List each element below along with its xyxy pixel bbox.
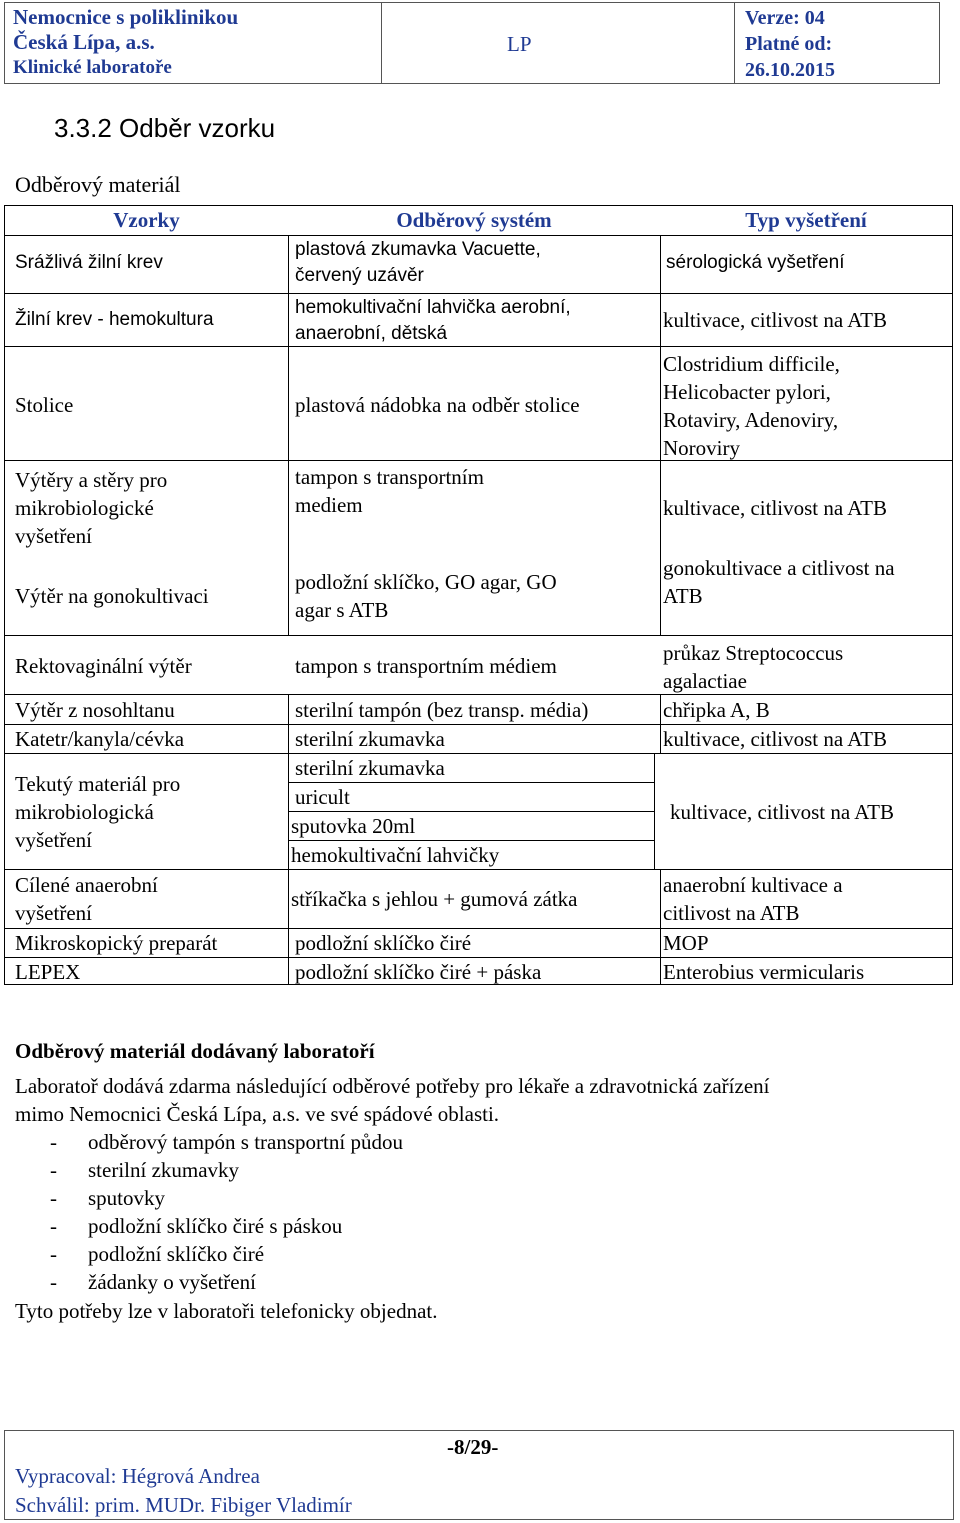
header-divider xyxy=(734,3,735,83)
list-item xyxy=(50,1268,256,1296)
list-bullet: - xyxy=(50,1242,57,1266)
test-cell: anaerobní kultivace a xyxy=(663,873,843,897)
prepared-by: Vypracoval: Hégrová Andrea xyxy=(15,1464,260,1488)
list-item-text: žádanky o vyšetření xyxy=(88,1270,256,1294)
test-cell: kultivace, citlivost na ATB xyxy=(663,308,887,332)
list-bullet: - xyxy=(50,1214,57,1238)
list-item xyxy=(50,1240,264,1268)
system-cell: anaerobní, dětská xyxy=(295,323,448,344)
supplied-intro: Laboratoř dodává zdarma následující odběrové potřeby pro lékaře a zdravotnická zařízení xyxy=(15,1074,770,1098)
test-cell: Enterobius vermicularis xyxy=(663,960,865,984)
list-item xyxy=(50,1156,239,1184)
list-item xyxy=(50,1184,165,1212)
system-cell: uricult xyxy=(295,785,350,809)
org-city: Česká Lípa, a.s. xyxy=(13,30,155,54)
valid-label: Platné od: xyxy=(745,33,833,55)
test-cell: citlivost na ATB xyxy=(663,901,800,925)
list-bullet: - xyxy=(50,1130,57,1154)
sample-cell: vyšetření xyxy=(15,524,92,548)
list-item xyxy=(50,1128,403,1156)
sample-cell: Katetr/kanyla/cévka xyxy=(15,727,185,751)
supplied-closing: Tyto potřeby lze v laboratoři telefonicky objednat. xyxy=(15,1299,438,1323)
list-item xyxy=(50,1212,342,1240)
sample-cell: LEPEX xyxy=(15,960,81,984)
section-title: 3.3.2 Odběr vzorku xyxy=(54,113,276,143)
system-cell: podložní sklíčko čiré + páska xyxy=(295,960,542,984)
test-cell: chřipka A, B xyxy=(663,698,770,722)
sample-cell: Tekutý materiál pro xyxy=(15,772,181,796)
sample-cell: Cílené anaerobní xyxy=(15,873,158,897)
test-cell: Helicobacter pylori, xyxy=(663,380,831,404)
org-name: Nemocnice s poliklinikou xyxy=(13,5,239,29)
list-bullet: - xyxy=(50,1186,57,1210)
valid-date: 26.10.2015 xyxy=(745,59,835,81)
sample-cell: Stolice xyxy=(15,393,74,417)
list-item-text: odběrový tampón s transportní půdou xyxy=(88,1130,403,1154)
header-divider xyxy=(381,3,382,83)
sample-cell: Výtěr na gonokultivaci xyxy=(15,584,209,608)
system-cell: hemokultivační lahvičky xyxy=(291,843,500,867)
sample-cell: Srážlivá žilní krev xyxy=(15,252,163,273)
test-cell: MOP xyxy=(663,931,709,955)
list-bullet: - xyxy=(50,1270,57,1294)
column-header-test: Typ vyšetření xyxy=(745,208,867,232)
sample-cell: mikrobiologická xyxy=(15,800,154,824)
list-bullet: - xyxy=(50,1158,57,1182)
list-item-text: sputovky xyxy=(88,1186,166,1210)
footer-credits xyxy=(15,1462,352,1520)
doc-code: LP xyxy=(507,32,532,56)
system-cell: sputovka 20ml xyxy=(291,814,416,838)
sample-cell: Rektovaginální výtěr xyxy=(15,654,192,678)
test-cell: Clostridium difficile, xyxy=(663,352,840,376)
system-cell: stříkačka s jehlou + gumová zátka xyxy=(291,887,578,911)
test-cell: agalactiae xyxy=(663,669,747,693)
sample-cell: Mikroskopický preparát xyxy=(15,931,218,955)
system-cell: sterilní zkumavka xyxy=(295,756,445,780)
org-department: Klinické laboratoře xyxy=(13,57,172,78)
sample-cell: vyšetření xyxy=(15,901,92,925)
header-version-block xyxy=(745,5,835,83)
system-cell: plastová zkumavka Vacuette, xyxy=(295,239,541,260)
list-item-text: podložní sklíčko čiré xyxy=(88,1242,265,1266)
system-cell: agar s ATB xyxy=(295,598,389,622)
system-cell: mediem xyxy=(295,493,363,517)
sample-table xyxy=(4,205,953,985)
sample-cell: mikrobiologické xyxy=(15,496,154,520)
system-cell: sterilní tampón (bez transp. média) xyxy=(295,698,589,722)
sample-cell: vyšetření xyxy=(15,828,92,852)
page-number: -8/29- xyxy=(447,1435,499,1459)
system-cell: tampon s transportním xyxy=(295,465,484,489)
subsection-title: Odběrový materiál xyxy=(15,172,181,197)
list-item-text: podložní sklíčko čiré s páskou xyxy=(88,1214,343,1238)
sample-cell: Žilní krev - hemokultura xyxy=(15,309,214,330)
test-cell: průkaz Streptococcus xyxy=(663,641,844,665)
test-cell: kultivace, citlivost na ATB xyxy=(670,800,894,824)
system-cell: podložní sklíčko, GO agar, GO xyxy=(295,570,557,594)
system-cell: plastová nádobka na odběr stolice xyxy=(295,393,580,417)
test-cell: ATB xyxy=(663,584,703,608)
test-cell: Rotaviry, Adenoviry, xyxy=(663,408,839,432)
system-cell: tampon s transportním médiem xyxy=(295,654,557,678)
test-cell: kultivace, citlivost na ATB xyxy=(663,496,887,520)
sample-cell: Výtěry a stěry pro xyxy=(15,468,168,492)
column-header-system: Odběrový systém xyxy=(396,208,552,232)
test-cell: sérologická vyšetření xyxy=(666,252,845,273)
sample-cell: Výtěr z nosohltanu xyxy=(15,698,175,722)
supplied-title: Odběrový materiál dodávaný laboratoří xyxy=(15,1039,375,1063)
column-header-samples: Vzorky xyxy=(113,208,180,232)
system-cell: hemokultivační lahvička aerobní, xyxy=(295,297,571,318)
system-cell: sterilní zkumavka xyxy=(295,727,445,751)
system-cell: červený uzávěr xyxy=(295,265,424,286)
test-cell: gonokultivace a citlivost na xyxy=(663,556,895,580)
version: Verze: 04 xyxy=(745,7,825,29)
test-cell: kultivace, citlivost na ATB xyxy=(663,727,887,751)
system-cell: podložní sklíčko čiré xyxy=(295,931,472,955)
list-item-text: sterilní zkumavky xyxy=(88,1158,240,1182)
test-cell: Noroviry xyxy=(663,436,740,460)
approved-by: Schválil: prim. MUDr. Fibiger Vladimír xyxy=(15,1493,352,1517)
header-organization xyxy=(13,5,238,80)
supplied-intro: mimo Nemocnici Česká Lípa, a.s. ve své spádové oblasti. xyxy=(15,1102,500,1126)
